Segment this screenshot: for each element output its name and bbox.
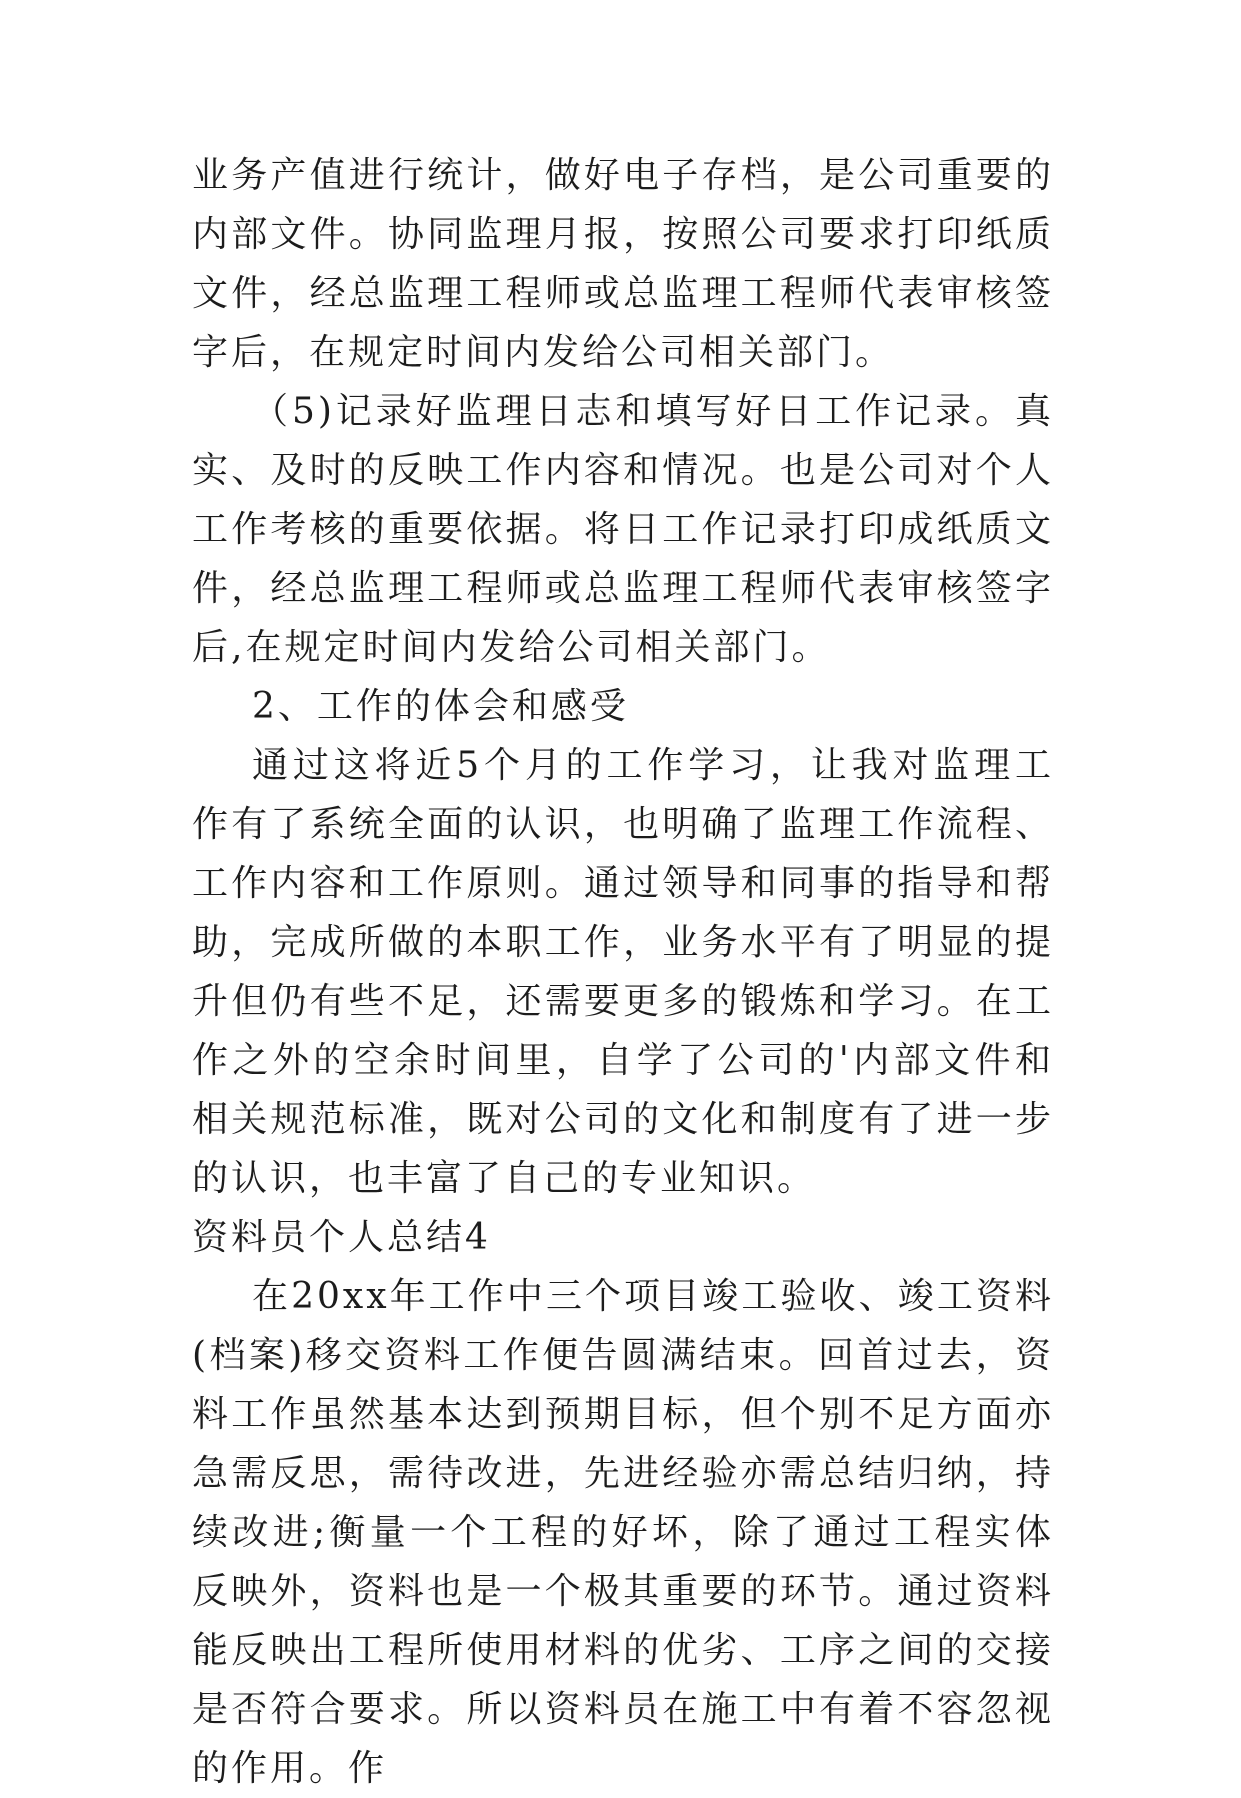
paragraph-item-5: （5)记录好监理日志和填写好日工作记录。真实、及时的反映工作内容和情况。也是公司对个人工作考核的重要依据。将日工作记录打印成纸质文件，经总监理工程师或总监理工程师代表审核签字后,在规定时间内发给公司相关部门。 — [192, 391, 1054, 668]
paragraph-continuation: 业务产值进行统计，做好电子存档，是公司重要的内部文件。协同监理月报，按照公司要求打印纸质文件，经总监理工程师或总监理工程师代表审核签字后，在规定时间内发给公司相关部门。 — [192, 155, 1054, 373]
document-body — [192, 146, 1054, 1798]
section-heading-2: 2、工作的体会和感受 — [252, 686, 629, 727]
paragraph-experience: 通过这将近5个月的工作学习，让我对监理工作有了系统全面的认识，也明确了监理工作流程、工作内容和工作原则。通过领导和同事的指导和帮助，完成所做的本职工作，业务水平有了明显的提升但仍有些不足，还需要更多的锻炼和学习。在工作之外的空余时间里，自学了公司的'内部文件和相关规范标准，既对公司的文化和制度有了进一步的认识，也丰富了自己的专业知识。 — [192, 745, 1054, 1199]
paragraph-summary-4-body: 在20xx年工作中三个项目竣工验收、竣工资料(档案)移交资料工作便告圆满结束。回首过去，资料工作虽然基本达到预期目标，但个别不足方面亦急需反思，需待改进，先进经验亦需总结归纳，持续改进;衡量一个工程的好坏，除了通过工程实体反映外，资料也是一个极其重要的环节。通过资料能反映出工程所使用材料的优劣、工序之间的交接是否符合要求。所以资料员在施工中有着不容忽视的作用。作 — [192, 1276, 1054, 1789]
document-heading-summary-4: 资料员个人总结4 — [192, 1217, 491, 1258]
